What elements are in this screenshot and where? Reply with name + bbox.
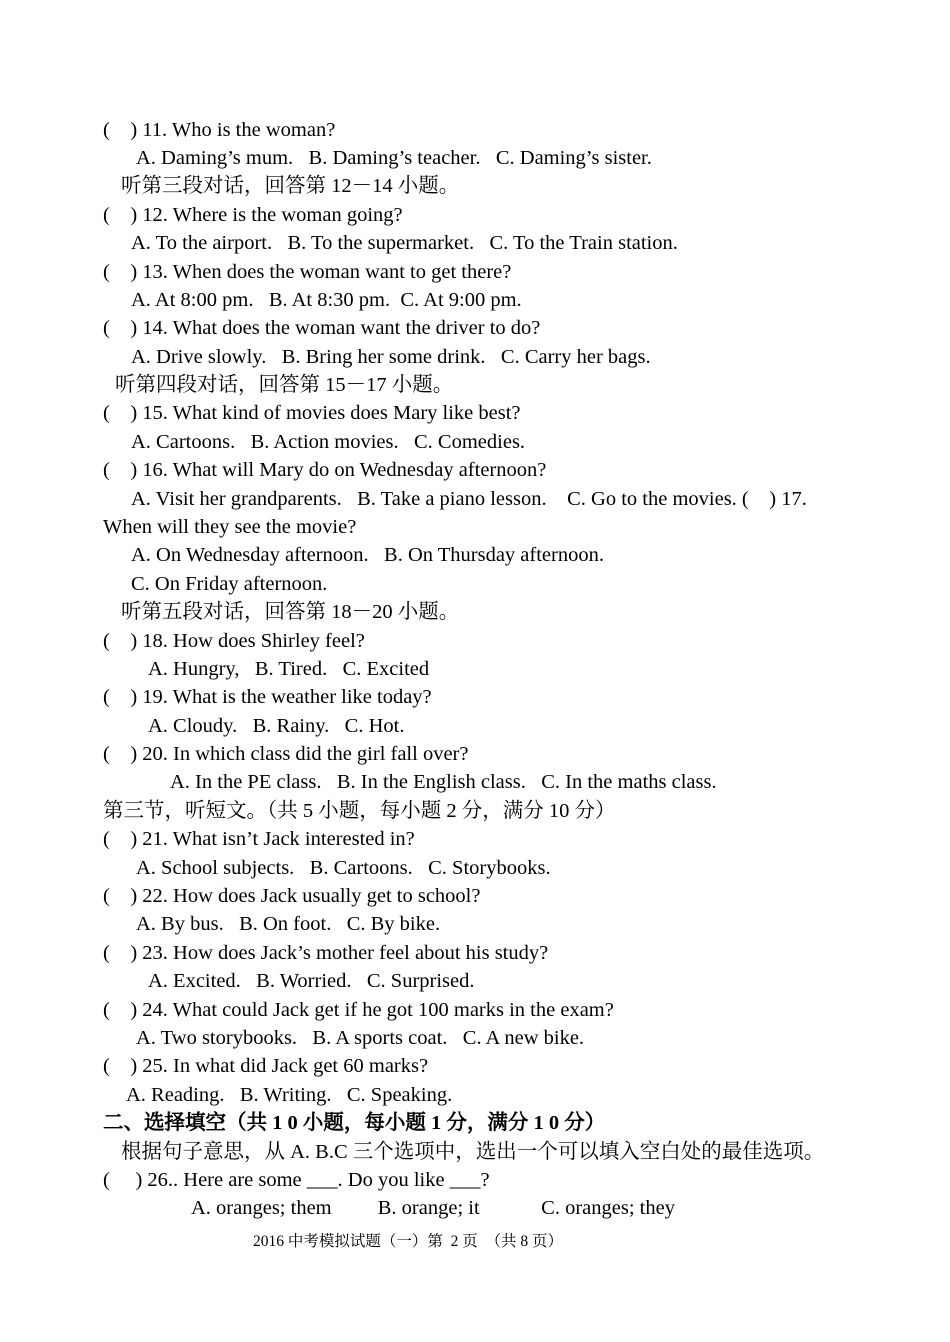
section-heading-dialog-5: 听第五段对话，回答第 18－20 小题。 (121, 601, 460, 623)
question-12: ( ) 12. Where is the woman going? (103, 204, 403, 226)
options-18: A. Hungry, B. Tired. C. Excited (148, 658, 430, 680)
question-13: ( ) 13. When does the woman want to get there? (103, 261, 512, 283)
question-17-cont: When will they see the movie? (103, 516, 357, 538)
question-26: ( ) 26.. Here are some ___. Do you like ___? (103, 1169, 490, 1191)
question-21: ( ) 21. What isn’t Jack interested in? (103, 828, 415, 850)
options-23: A. Excited. B. Worried. C. Surprised. (148, 970, 475, 992)
options-16: A. Visit her grandparents. B. Take a piano lesson. C. Go to the movies. ( ) 17. (131, 488, 807, 510)
question-18: ( ) 18. How does Shirley feel? (103, 630, 365, 652)
options-12: A. To the airport. B. To the supermarket. C. To the Train station. (131, 232, 678, 254)
question-22: ( ) 22. How does Jack usually get to school? (103, 885, 481, 907)
options-17-a-b: A. On Wednesday afternoon. B. On Thursday afternoon. (131, 544, 604, 566)
options-22: A. By bus. B. On foot. C. By bike. (136, 913, 441, 935)
question-16: ( ) 16. What will Mary do on Wednesday afternoon? (103, 459, 547, 481)
question-11: ( ) 11. Who is the woman? (103, 119, 336, 141)
options-19: A. Cloudy. B. Rainy. C. Hot. (148, 715, 405, 737)
page-footer: 2016 中考模拟试题（一）第 2 页 （共 8 页） (253, 1233, 564, 1250)
section-heading-dialog-3: 听第三段对话，回答第 12－14 小题。 (121, 175, 460, 197)
options-25: A. Reading. B. Writing. C. Speaking. (126, 1084, 453, 1106)
section-instructions: 根据句子意思，从 A. B.C 三个选项中，选出一个可以填入空白处的最佳选项。 (121, 1141, 825, 1163)
options-24: A. Two storybooks. B. A sports coat. C. A new bike. (136, 1027, 585, 1049)
question-24: ( ) 24. What could Jack get if he got 100 marks in the exam? (103, 999, 614, 1021)
question-23: ( ) 23. How does Jack’s mother feel about his study? (103, 942, 549, 964)
options-17-c: C. On Friday afternoon. (131, 573, 328, 595)
question-20: ( ) 20. In which class did the girl fall over? (103, 743, 469, 765)
options-14: A. Drive slowly. B. Bring her some drink. C. Carry her bags. (131, 346, 651, 368)
section-heading-part-3: 第三节，听短文。（共 5 小题，每小题 2 分，满分 10 分） (103, 800, 616, 822)
question-25: ( ) 25. In what did Jack get 60 marks? (103, 1055, 429, 1077)
options-13: A. At 8:00 pm. B. At 8:30 pm. C. At 9:00 pm. (131, 289, 522, 311)
options-26: A. oranges; them B. orange; it C. oranges; they (191, 1197, 675, 1219)
options-11: A. Daming’s mum. B. Daming’s teacher. C. Daming’s sister. (136, 147, 652, 169)
section-heading-part-2: 二、选择填空（共 1 0 小题，每小题 1 分，满分 1 0 分） (103, 1112, 606, 1134)
question-15: ( ) 15. What kind of movies does Mary like best? (103, 402, 521, 424)
options-15: A. Cartoons. B. Action movies. C. Comedies. (131, 431, 526, 453)
question-19: ( ) 19. What is the weather like today? (103, 686, 432, 708)
question-14: ( ) 14. What does the woman want the driver to do? (103, 317, 541, 339)
section-heading-dialog-4: 听第四段对话，回答第 15－17 小题。 (115, 374, 454, 396)
options-21: A. School subjects. B. Cartoons. C. Storybooks. (136, 857, 551, 879)
options-20: A. In the PE class. B. In the English class. C. In the maths class. (170, 771, 717, 793)
